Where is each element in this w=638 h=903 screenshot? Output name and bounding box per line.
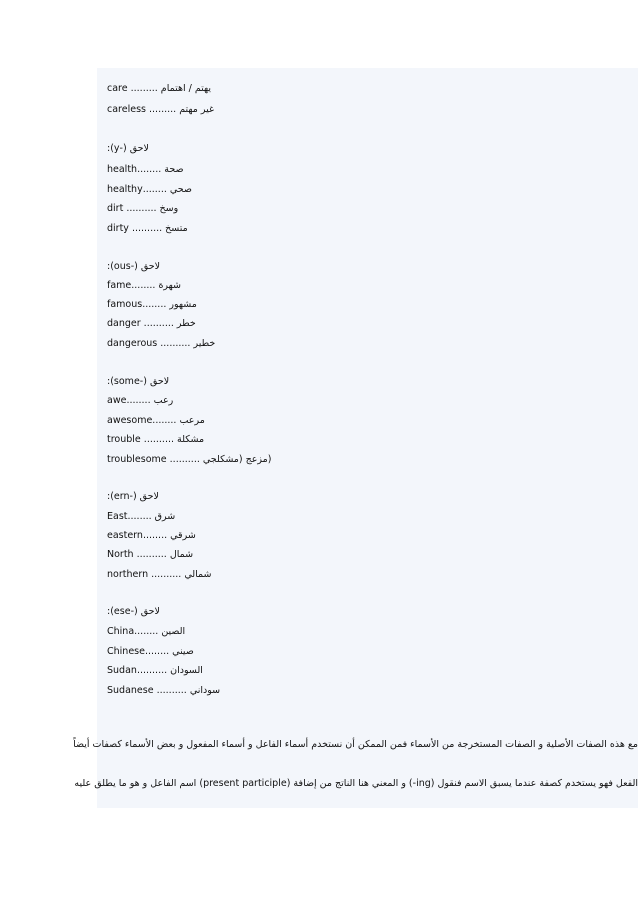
suffix-heading: لاحق (-ous):: [107, 261, 161, 272]
suffix-heading: لاحق (-ese):: [107, 606, 160, 617]
vocab-line: السودان ..........Sudan: [107, 665, 203, 676]
vocab-line: (مزعج (مشكلجي .......... troublesome: [107, 454, 272, 465]
vocab-line: صحي ........healthy: [107, 184, 192, 195]
vocab-line: سوداني .......... Sudanese: [107, 685, 221, 696]
vocab-line: مشهور ........famous: [107, 299, 197, 310]
vocab-line: شمالي .......... northern: [107, 569, 212, 580]
vocab-line: خطر .......... danger: [107, 318, 196, 329]
vocab-line: صحة ........health: [107, 164, 184, 175]
vocab-line: مرعب ........awesome: [107, 415, 205, 426]
vocab-line: مشكلة .......... trouble: [107, 434, 205, 445]
paragraph: الفعل فهو يستخدم كصفة عندما يسبق الاسم فنقول (ing-) و المعني هنا الناتج من إضافة (present participle) اسم الفاعل و هو ما يطلق عليه: [74, 778, 638, 789]
vocab-line: الصين ........China: [107, 626, 186, 637]
vocab-line: يهتم / اهتمام ......... care: [107, 83, 212, 94]
suffix-heading: لاحق (-y):: [107, 143, 149, 154]
suffix-heading: لاحق (-some):: [107, 376, 170, 387]
vocab-line: شرقي ........eastern: [107, 530, 196, 541]
vocab-line: وسخ .......... dirt: [107, 203, 179, 214]
vocab-line: صيني ........Chinese: [107, 646, 194, 657]
vocab-line: رعب ........awe: [107, 395, 174, 406]
suffix-heading: لاحق (-ern):: [107, 491, 159, 502]
vocab-line: شهرة ........fame: [107, 280, 182, 291]
vocab-line: شمال .......... North: [107, 549, 194, 560]
vocab-line: متسخ .......... dirty: [107, 223, 188, 234]
paragraph: مع هذه الصفات الأصلية و الصفات المستخرجة من الأسماء فمن الممكن أن نستخدم أسماء الفاعل و أسماء المفعول و بعض الأسماء كصفات أيضاً: [73, 739, 638, 750]
vocab-line: غير مهتم ......... careless: [107, 104, 214, 115]
vocab-line: خطير .......... dangerous: [107, 338, 216, 349]
vocab-line: شرق ........East: [107, 511, 176, 522]
